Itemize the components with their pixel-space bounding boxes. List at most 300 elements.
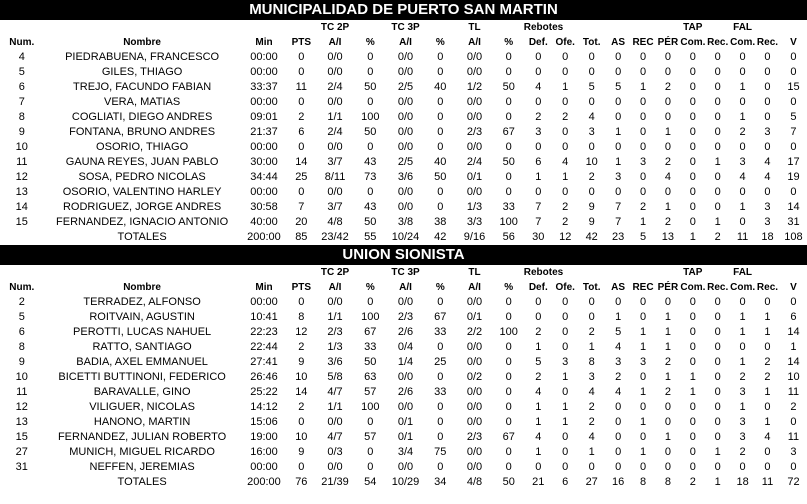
stat-cell: 0 <box>505 171 512 183</box>
group-header-cell <box>241 265 288 280</box>
column-header: Ofe. <box>555 37 575 48</box>
stat-cell: 100 <box>361 401 380 413</box>
stat-cell: 0 <box>664 51 671 63</box>
stat-cell: 0 <box>615 96 622 108</box>
group-header-cell <box>44 265 241 280</box>
stat-cell: 5 <box>18 66 25 78</box>
group-header-cell <box>425 265 455 280</box>
stat-cell: 3 <box>739 386 746 398</box>
stat-cell: 38 <box>434 216 447 228</box>
stat-cell: 1 <box>562 416 569 428</box>
stat-cell: 2 <box>535 326 542 338</box>
stat-cell: 0 <box>790 51 797 63</box>
stat-cell: 21:37 <box>250 126 278 138</box>
stat-cell: 30 <box>532 231 545 243</box>
stat-cell: 30:58 <box>250 201 278 213</box>
stat-cell: 0/0 <box>397 186 414 198</box>
stat-cell: 100 <box>499 326 518 338</box>
column-header: % <box>365 37 375 48</box>
group-header-cell <box>606 20 631 35</box>
group-header-cell: Rebotes <box>523 22 564 33</box>
stat-cell: 4 <box>588 386 595 398</box>
stat-cell: 0 <box>689 461 696 473</box>
stat-cell: 0 <box>615 461 622 473</box>
stat-cell: 3 <box>615 171 622 183</box>
group-header-cell <box>755 20 780 35</box>
column-header: Nombre <box>123 37 161 48</box>
player-row <box>0 140 807 155</box>
stat-cell: 0 <box>714 126 721 138</box>
stat-cell: 12 <box>15 171 28 183</box>
player-row <box>0 325 807 340</box>
stat-cell: 0/0 <box>397 126 414 138</box>
stat-cell: 7 <box>535 201 542 213</box>
column-header: % <box>365 282 375 293</box>
stat-cell: 2 <box>664 81 671 93</box>
stat-cell: 40:00 <box>250 216 278 228</box>
stat-cell: 0 <box>664 446 671 458</box>
player-name: VERA, MATIAS <box>104 96 181 108</box>
stat-cell: 3/6 <box>327 356 343 368</box>
group-header-cell: TC 3P <box>391 267 420 278</box>
stat-cell: 50 <box>364 126 377 138</box>
stat-cell: 5/8 <box>327 371 343 383</box>
stat-cell: 0/0 <box>466 446 483 458</box>
stat-cell: 0 <box>689 66 696 78</box>
stat-cell: 1 <box>714 476 721 488</box>
stat-cell: 10:41 <box>250 311 278 323</box>
stat-cell: 0 <box>505 341 512 353</box>
stat-cell: 0/0 <box>466 186 483 198</box>
group-header-cell <box>44 20 241 35</box>
stat-cell: 1 <box>664 126 671 138</box>
stat-cell: 4 <box>764 156 771 168</box>
stat-cell: 0/0 <box>397 111 414 123</box>
stat-cell: 0 <box>505 51 512 63</box>
stat-cell: 0 <box>714 356 721 368</box>
stat-cell: 2 <box>790 401 797 413</box>
stat-cell: 0 <box>535 296 542 308</box>
group-header-cell <box>755 265 780 280</box>
column-header: Def. <box>528 37 548 48</box>
stat-cell: 1 <box>639 326 647 338</box>
stat-cell: 3 <box>562 356 569 368</box>
stat-cell: 2/5 <box>397 81 414 93</box>
stat-cell: 0 <box>714 341 721 353</box>
stat-cell: 0 <box>505 461 512 473</box>
stat-cell: 1 <box>739 401 746 413</box>
stat-cell: 0 <box>588 66 595 78</box>
stat-cell: 0 <box>689 341 696 353</box>
stat-cell: 0 <box>639 126 647 138</box>
stat-cell: 0/0 <box>327 51 343 63</box>
stat-cell: 0 <box>437 186 444 198</box>
stat-cell: 0/0 <box>466 401 483 413</box>
stat-cell: 0/0 <box>327 66 343 78</box>
stat-cell: 0 <box>714 186 721 198</box>
player-row <box>0 430 807 445</box>
stat-cell: 13 <box>661 231 675 243</box>
column-header-row <box>0 35 807 50</box>
stat-cell: 3/8 <box>397 216 414 228</box>
group-header-cell: FAL <box>733 22 753 33</box>
player-name: TREJO, FACUNDO FABIAN <box>73 81 212 93</box>
stat-cell: 0/0 <box>466 51 483 63</box>
stat-cell: 21 <box>532 476 545 488</box>
stat-cell: 63 <box>364 371 377 383</box>
stat-cell: 10 <box>15 371 28 383</box>
stat-cell: 0 <box>535 96 542 108</box>
column-header: Com. <box>680 282 706 293</box>
stat-cell: 0 <box>298 186 305 198</box>
stat-cell: 0 <box>689 311 696 323</box>
player-name: FERNANDEZ, JULIAN ROBERTO <box>57 431 227 443</box>
stat-cell: 0 <box>367 141 374 153</box>
stat-cell: 2/2 <box>466 326 483 338</box>
group-header-cell <box>494 265 524 280</box>
stat-cell: 0 <box>764 296 771 308</box>
stat-cell: 1 <box>790 341 797 353</box>
stat-cell: 1 <box>535 171 542 183</box>
stat-cell: 1 <box>664 201 671 213</box>
player-name: FONTANA, BRUNO ANDRES <box>69 126 216 138</box>
player-name: PEROTTI, LUCAS NAHUEL <box>73 326 212 338</box>
stat-cell: 0 <box>367 461 374 473</box>
stat-cell: 1/3 <box>466 201 483 213</box>
stat-cell: 6 <box>298 126 305 138</box>
stat-cell: 3/6 <box>397 171 414 183</box>
player-name: HANONO, MARTIN <box>93 416 191 428</box>
stat-cell: 1 <box>664 431 671 443</box>
stat-cell: 0 <box>764 401 771 413</box>
stat-cell: 5 <box>615 81 622 93</box>
stat-cell: 0 <box>298 51 305 63</box>
group-header-cell <box>780 265 807 280</box>
stat-cell: 2/5 <box>397 156 414 168</box>
stat-cell: 3 <box>535 126 542 138</box>
stat-cell: 1 <box>739 311 746 323</box>
group-header-cell: TAP <box>683 267 703 278</box>
stat-cell: 7 <box>18 96 25 108</box>
stat-cell: 0 <box>790 96 797 108</box>
stat-cell: 0 <box>298 296 305 308</box>
stat-cell: 42 <box>585 231 598 243</box>
stat-cell: 40 <box>434 156 447 168</box>
stat-cell: 0 <box>689 431 696 443</box>
stat-cell: 4 <box>615 341 622 353</box>
column-header: Com. <box>730 37 756 48</box>
stat-cell: 11 <box>787 431 800 443</box>
stat-cell: 16 <box>612 476 625 488</box>
stat-cell: 0 <box>689 401 696 413</box>
player-name: TOTALES <box>117 476 167 488</box>
column-header: A/I <box>468 282 481 293</box>
player-row <box>0 385 807 400</box>
stat-cell: 13 <box>15 186 28 198</box>
stat-cell: 22:44 <box>250 341 278 353</box>
group-header-cell <box>0 265 44 280</box>
stat-cell: 0 <box>437 341 444 353</box>
stat-cell: 33 <box>502 201 515 213</box>
stat-cell: 2 <box>562 216 569 228</box>
stat-cell: 2 <box>764 356 771 368</box>
stat-cell: 0 <box>714 296 721 308</box>
stat-cell: 1/3 <box>327 341 343 353</box>
stat-cell: 100 <box>499 216 518 228</box>
stat-cell: 26:46 <box>250 371 278 383</box>
column-header: Rec. <box>707 37 729 48</box>
stat-cell: 0 <box>562 96 569 108</box>
stat-cell: 40 <box>434 81 447 93</box>
player-row <box>0 400 807 415</box>
stat-cell: 2 <box>298 341 305 353</box>
column-header: % <box>504 37 514 48</box>
column-header: Tot. <box>582 37 601 48</box>
stat-cell: 50 <box>364 356 377 368</box>
column-header: V <box>790 37 797 48</box>
stat-cell: 0 <box>535 51 542 63</box>
stat-cell: 3/7 <box>327 201 343 213</box>
stat-cell: 14 <box>295 386 308 398</box>
column-header: PTS <box>291 282 312 293</box>
stat-cell: 0 <box>689 416 696 428</box>
stat-cell: 43 <box>364 201 377 213</box>
stat-cell: 0 <box>639 66 647 78</box>
stat-cell: 0 <box>562 446 569 458</box>
group-header-cell <box>705 20 730 35</box>
stat-cell: 11 <box>736 231 749 243</box>
stat-cell: 1 <box>739 201 746 213</box>
player-row <box>0 95 807 110</box>
stat-cell: 4/7 <box>327 386 343 398</box>
stat-cell: 200:00 <box>247 231 281 243</box>
group-header-cell: TL <box>468 267 481 278</box>
stat-cell: 9 <box>18 126 25 138</box>
stat-cell: 2 <box>298 111 305 123</box>
stat-cell: 13 <box>15 416 28 428</box>
stat-cell: 0 <box>739 141 746 153</box>
stat-cell: 0/0 <box>327 461 343 473</box>
stat-cell: 0 <box>664 66 671 78</box>
stat-cell: 0/0 <box>466 386 483 398</box>
stat-cell: 5 <box>535 356 542 368</box>
stat-cell: 76 <box>295 476 308 488</box>
stat-cell: 11 <box>16 156 28 168</box>
stat-cell: 11 <box>761 476 774 488</box>
stat-cell: 0 <box>298 416 305 428</box>
player-name: RATTO, SANTIAGO <box>92 341 192 353</box>
column-header: A/I <box>399 37 412 48</box>
stat-cell: 0 <box>615 141 622 153</box>
column-header: A/I <box>399 282 412 293</box>
player-row <box>0 80 807 95</box>
player-name: ROITVAIN, AGUSTIN <box>89 311 195 323</box>
stat-cell: 1 <box>664 371 671 383</box>
team-title: MUNICIPALIDAD DE PUERTO SAN MARTIN <box>0 0 807 20</box>
stat-cell: 0 <box>764 96 771 108</box>
stat-cell: 0/1 <box>397 416 414 428</box>
stat-cell: 2/6 <box>397 386 414 398</box>
player-name: PIEDRABUENA, FRANCESCO <box>65 51 220 63</box>
group-header-cell <box>655 20 680 35</box>
stat-cell: 3 <box>588 371 595 383</box>
stat-cell: 0 <box>437 416 444 428</box>
stat-cell: 0 <box>562 66 569 78</box>
stat-cell: 1 <box>535 446 542 458</box>
stat-cell: 0/0 <box>466 96 483 108</box>
stat-cell: 0 <box>437 296 444 308</box>
stat-cell: 0/0 <box>327 141 343 153</box>
stat-cell: 22:23 <box>250 326 278 338</box>
stat-cell: 1 <box>764 416 771 428</box>
stat-cell: 2 <box>18 296 25 308</box>
stat-cell: 55 <box>364 231 377 243</box>
stat-cell: 34 <box>434 476 447 488</box>
stat-cell: 0 <box>764 51 771 63</box>
player-name: GILES, THIAGO <box>101 66 183 78</box>
stat-cell: 1/1 <box>327 311 343 323</box>
stat-cell: 15 <box>787 81 800 93</box>
column-header: Def. <box>528 282 548 293</box>
stat-cell: 67 <box>434 311 447 323</box>
stat-cell: 2 <box>588 416 595 428</box>
column-header: Rec. <box>756 37 779 48</box>
stat-cell: 56 <box>502 231 515 243</box>
stat-cell: 0/0 <box>397 66 414 78</box>
stat-cell: 10 <box>15 141 28 153</box>
stat-cell: 25 <box>295 171 308 183</box>
stat-cell: 4 <box>739 171 746 183</box>
stat-cell: 0 <box>367 446 374 458</box>
stat-cell: 0 <box>615 51 622 63</box>
stat-cell: 0 <box>535 311 542 323</box>
stat-cell: 0 <box>689 156 696 168</box>
stat-cell: 10/24 <box>391 231 420 243</box>
stat-cell: 34:44 <box>250 171 278 183</box>
group-header-row <box>0 20 807 35</box>
stat-cell: 1 <box>615 156 622 168</box>
stat-cell: 0 <box>714 96 721 108</box>
stat-cell: 57 <box>364 386 377 398</box>
player-name: FERNANDEZ, IGNACIO ANTONIO <box>56 216 229 228</box>
stat-cell: 0 <box>367 96 374 108</box>
stat-cell: 0 <box>689 171 696 183</box>
stat-cell: 0 <box>714 326 721 338</box>
stat-cell: 0/4 <box>397 341 414 353</box>
stat-cell: 1 <box>689 371 696 383</box>
stat-cell: 6 <box>18 81 25 93</box>
stat-cell: 0 <box>739 51 746 63</box>
stat-cell: 0 <box>588 296 595 308</box>
column-header: PÉR <box>657 37 679 48</box>
stat-cell: 50 <box>502 81 515 93</box>
player-row <box>0 155 807 170</box>
column-header: REC <box>632 37 654 48</box>
stat-cell: 9 <box>18 356 25 368</box>
player-name: COGLIATI, DIEGO ANDRES <box>71 111 213 123</box>
group-header-cell: TC 2P <box>320 267 350 278</box>
stat-cell: 0/3 <box>327 446 343 458</box>
stat-cell: 0 <box>367 296 374 308</box>
group-header-cell <box>355 20 386 35</box>
stat-cell: 2 <box>639 201 647 213</box>
player-row <box>0 295 807 310</box>
stat-cell: 0 <box>764 66 771 78</box>
stat-cell: 0 <box>790 186 797 198</box>
stat-cell: 0/0 <box>397 51 414 63</box>
stat-cell: 6 <box>790 311 797 323</box>
stat-cell: 0 <box>505 401 512 413</box>
stat-cell: 67 <box>364 326 377 338</box>
stat-cell: 1 <box>588 341 595 353</box>
stat-cell: 1 <box>764 326 771 338</box>
stat-cell: 9 <box>298 356 305 368</box>
player-row <box>0 50 807 65</box>
stat-cell: 0 <box>790 296 797 308</box>
stat-cell: 0 <box>437 431 444 443</box>
group-header-cell <box>578 20 606 35</box>
stat-cell: 10 <box>787 371 800 383</box>
stat-cell: 50 <box>364 81 377 93</box>
column-header: A/I <box>328 282 342 293</box>
stat-cell: 3 <box>588 126 595 138</box>
column-header: Rec. <box>756 282 779 293</box>
stat-cell: 0 <box>615 111 622 123</box>
stat-cell: 0 <box>639 431 647 443</box>
stat-cell: 11 <box>787 386 800 398</box>
stat-cell: 3 <box>790 446 797 458</box>
stat-cell: 2 <box>714 231 721 243</box>
stat-cell: 1/2 <box>466 81 483 93</box>
stat-cell: 2 <box>739 446 746 458</box>
stat-cell: 0 <box>562 141 569 153</box>
stat-cell: 0 <box>714 111 721 123</box>
stat-cell: 0 <box>562 341 569 353</box>
stat-cell: 0 <box>764 81 771 93</box>
stat-cell: 8 <box>18 111 25 123</box>
stat-cell: 2/3 <box>466 431 483 443</box>
stat-cell: 0 <box>615 431 622 443</box>
stat-cell: 0/0 <box>327 416 343 428</box>
stat-cell: 0 <box>714 171 721 183</box>
stat-cell: 1 <box>689 231 696 243</box>
stat-cell: 0 <box>764 461 771 473</box>
player-row <box>0 200 807 215</box>
stat-cell: 0/1 <box>466 171 483 183</box>
stat-cell: 1 <box>639 386 647 398</box>
stat-cell: 17 <box>787 156 800 168</box>
stat-cell: 14 <box>787 356 800 368</box>
stat-cell: 0/0 <box>397 96 414 108</box>
player-name: BARAVALLE, GINO <box>93 386 191 398</box>
player-row <box>0 170 807 185</box>
stat-cell: 25 <box>434 356 447 368</box>
stat-cell: 1/1 <box>327 111 343 123</box>
stat-cell: 16:00 <box>250 446 278 458</box>
stat-cell: 2/3 <box>327 326 343 338</box>
stat-cell: 5 <box>18 311 25 323</box>
group-header-cell <box>287 265 315 280</box>
column-header-row <box>0 280 807 295</box>
player-row <box>0 460 807 475</box>
group-header-cell: TC 3P <box>391 22 420 33</box>
stat-cell: 3 <box>764 201 771 213</box>
column-header: Min <box>255 282 273 293</box>
stat-cell: 3 <box>739 416 746 428</box>
group-header-cell <box>425 20 455 35</box>
stat-cell: 0 <box>505 141 512 153</box>
column-header: REC <box>632 282 654 293</box>
